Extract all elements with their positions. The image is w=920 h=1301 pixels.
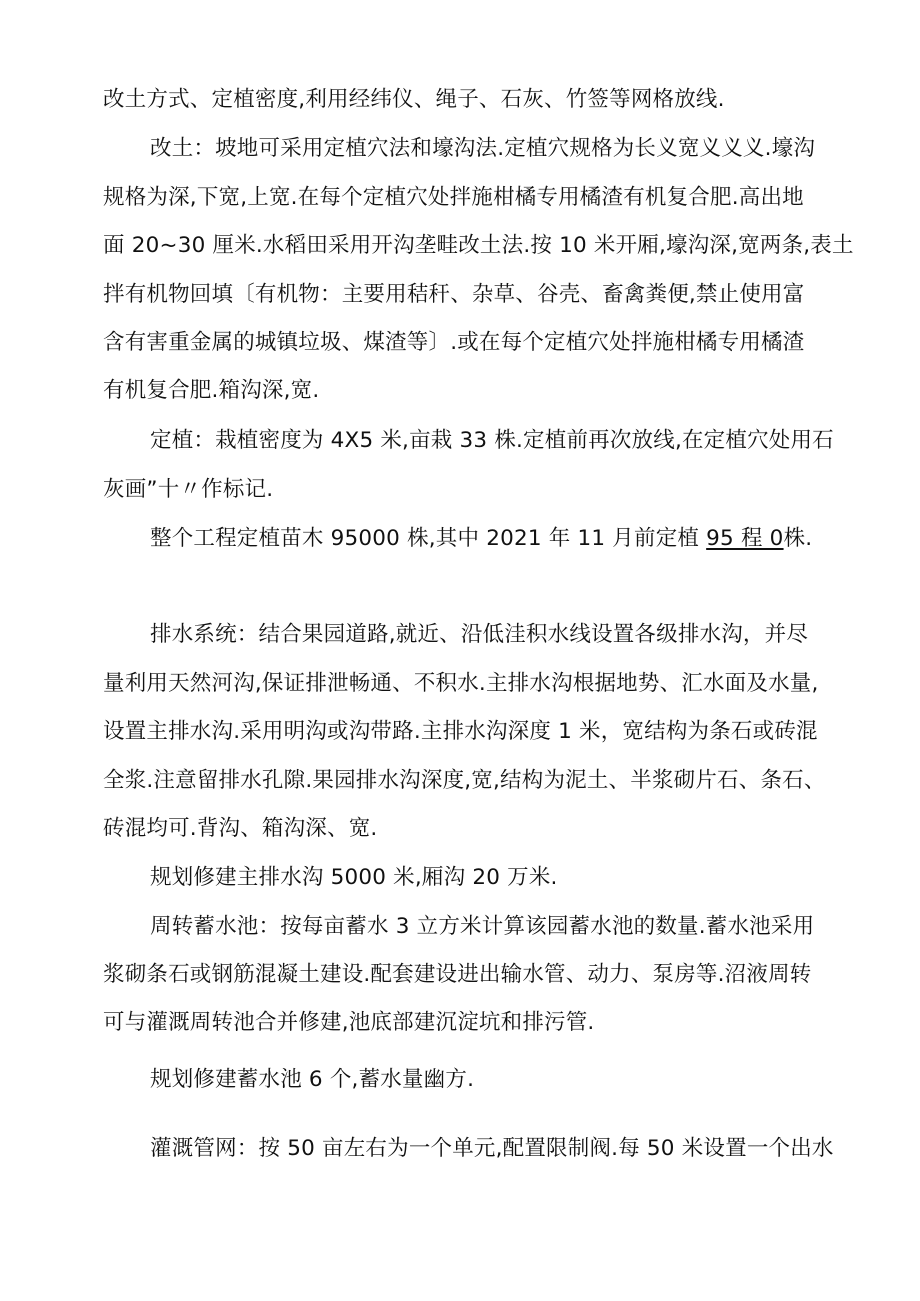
text-line-21: 灌溉管网：按 50 亩左右为一个单元,配置限制阀.每 50 米设置一个出水 [150,1136,834,1161]
text-line-7: 有机复合肥.箱沟深,宽. [103,378,320,403]
text-line-10-start: 整个工程定植苗木 95000 株,其中 2021 年 11 月前定植 [150,526,707,551]
text-line-15: 砖混均可.背沟、箱沟深、宽. [103,816,378,841]
text-line-20: 规划修建蓄水池 6 个,蓄水量幽方. [150,1067,475,1092]
text-line-1: 改土方式、定植密度,利用经纬仪、绳子、石灰、竹签等网格放线. [103,87,725,112]
text-line-10-end: 株. [783,526,813,551]
text-line-6: 含有害重金属的城镇垃圾、煤渣等〕.或在每个定植穴处拌施柑橘专用橘渣 [103,330,805,355]
underlined-number: 95 程 0 [706,526,784,551]
text-line-17: 周转蓄水池：按每亩蓄水 3 立方米计算该园蓄水池的数量.蓄水池采用 [150,914,815,939]
text-line-10 [150,523,812,555]
text-line-12: 量利用天然河沟,保证排泄畅通、不积水.主排水沟根据地势、汇水面及水量, [103,671,819,696]
text-line-14: 全浆.注意留排水孔隙.果园排水沟深度,宽,结构为泥土、半浆砌片石、条石、 [103,768,826,793]
text-line-3: 规格为深,下宽,上宽.在每个定植穴处拌施柑橘专用橘渣有机复合肥.高出地 [103,185,804,210]
text-line-2: 改土：坡地可采用定植穴法和壕沟法.定植穴规格为长义宽义义义.壕沟 [150,136,816,161]
text-line-11: 排水系统：结合果园道路,就近、沿低洼积水线设置各级排水沟，并尽 [150,622,809,647]
text-line-4: 面 20~30 厘米.水稻田采用开沟垄畦改土法.按 10 米开厢,壕沟深,宽两条,表土 [103,233,854,258]
text-line-5: 拌有机物回填〔有机物：主要用秸秆、杂草、谷壳、畜禽粪便,禁止使用富 [103,282,805,307]
text-line-13: 设置主排水沟.采用明沟或沟带路.主排水沟深度 1 米，宽结构为条石或砖混 [103,719,818,744]
text-line-19: 可与灌溉周转池合并修建,池底部建沉淀坑和排污管. [103,1010,595,1035]
text-line-16: 规划修建主排水沟 5000 米,厢沟 20 万米. [150,865,558,890]
text-line-9: 灰画”十〃作标记. [103,477,274,502]
text-line-18: 浆砌条石或钢筋混凝土建设.配套建设进出输水管、动力、泵房等.沼液周转 [103,962,812,987]
text-line-8: 定植：栽植密度为 4X5 米,亩栽 33 株.定植前再次放线,在定植穴处用石 [150,428,834,453]
